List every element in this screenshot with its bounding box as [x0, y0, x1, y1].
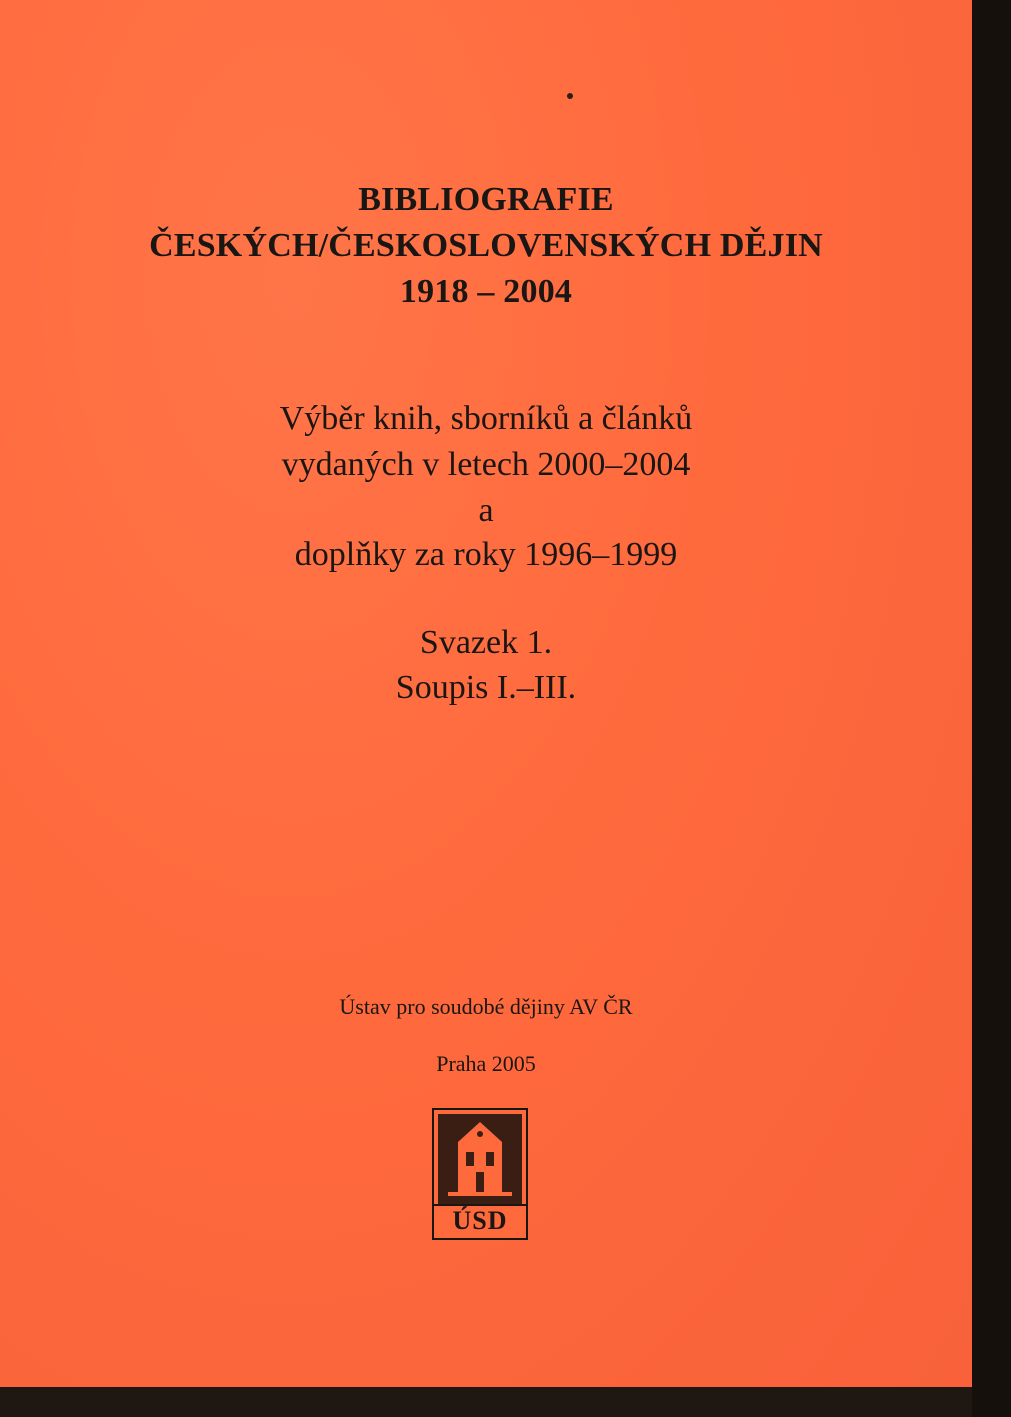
publisher-institute: Ústav pro soudobé dějiny AV ČR: [339, 994, 633, 1019]
title-line-3: 1918 – 2004: [399, 273, 573, 310]
usd-logo: [432, 1108, 528, 1240]
volume-line-1: Svazek 1.: [419, 624, 553, 661]
scan-edge-right: [972, 0, 1011, 1417]
logo-text: ÚSD: [452, 1206, 508, 1235]
subtitle-line-1: Výběr knih, sborníků a článků: [279, 400, 693, 437]
volume-line-2: Soupis I.–III.: [395, 669, 577, 706]
building-icon: [438, 1114, 522, 1204]
subtitle-line-4: doplňky za roky 1996–1999: [294, 536, 678, 573]
subtitle-line-3: a: [478, 492, 494, 529]
ink-speck: [567, 93, 573, 99]
building-emblem-icon: [438, 1114, 522, 1204]
title-line-1: BIBLIOGRAFIE: [358, 181, 614, 218]
title-line-2: ČESKÝCH/ČESKOSLOVENSKÝCH DĚJIN: [149, 227, 823, 264]
scan-edge-bottom: [0, 1387, 972, 1417]
subtitle-line-2: vydaných v letech 2000–2004: [281, 446, 691, 483]
publisher-place-year: Praha 2005: [436, 1051, 536, 1076]
